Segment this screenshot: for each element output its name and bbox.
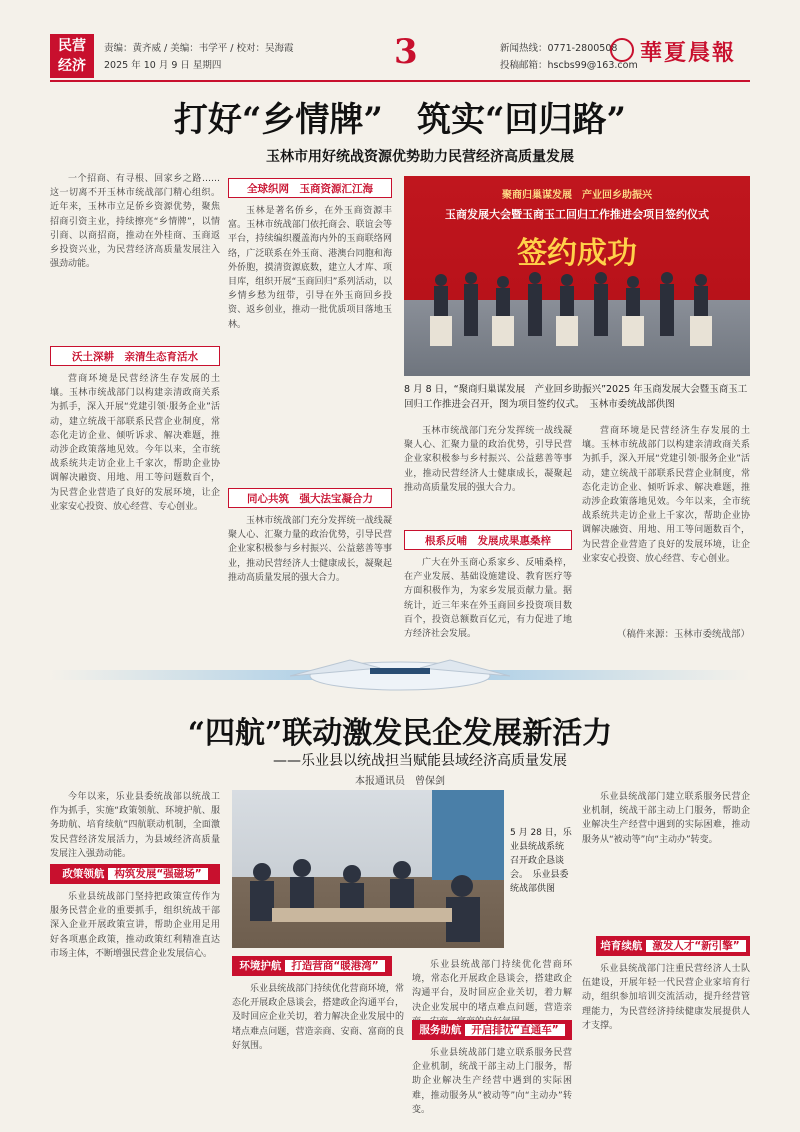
photo-backdrop-text: 签约成功: [517, 236, 637, 271]
article1-col4-text: 营商环境是民营经济生存发展的土壤。玉林市统战部门以构建亲清政商关系为抓手，深入开展“党建引领·服务企业”活动，建立统战干部联系民营企业制度，常态化走访企业、倾听诉求、解决难题，推动涉企政策落地见效。今年以来，全市统战系统共走访企业上千家次，帮助企业协调解决融资、用地、用工等问题数百个，为民营企业营造了良好的发展环境，让企业家安心投资、放心经营、专心创业。: [582, 426, 750, 564]
article2-section2: [232, 982, 404, 1086]
article2-section1-head: [50, 864, 220, 884]
airplane-divider: [50, 652, 750, 696]
article2-col4-top-text: 乐业县统战部门建立联系服务民营企业机制，统战干部主动上门服务，帮助企业解决生产经营中遇到的实际困难，推动服务从“被动等”向“主动办”转变。: [582, 792, 750, 845]
article2-byline: 本报通讯员 曾保剑: [355, 776, 445, 787]
article2-col3-top-text: 乐业县统战部门持续优化营商环境，常态化开展政企恳谈会，搭建政企沟通平台，及时回应企业关切，着力解决企业发展中的堵点难点问题，营造亲: [412, 960, 572, 1013]
article2-section2-head-label: 环境护航: [239, 960, 282, 972]
article2-title: “四航”联动激发民企发展新活力: [187, 716, 613, 751]
article1-section1-head: 沃土深耕 亲清生态育活水: [50, 346, 220, 366]
article1-col3-top-text: 玉林市统战部门充分发挥统一战线凝聚人心、汇聚力量的政治优势，引导民营企业家积极参与乡村振兴、公益慈善等事业，推动民营经济人士健康成长，凝聚起推动高质量发展的强大合力。: [404, 426, 572, 493]
article2-section1-text: 乐业县统战部门坚持把政策宣传作为服务民营企业的重要抓手，组织统战干部深入企业开展政策宣讲，帮助企业用足用好各项惠企政策，推动政策红利精准直达市场主体，不断增强民营企业发展信心。: [50, 892, 220, 959]
article1-section2: [228, 204, 392, 482]
article1-credit: （稿件来源：玉林市委统战部）: [616, 629, 750, 640]
meeting-illustration: [232, 790, 504, 948]
article1-subtitle: 玉林市用好统战资源优势助力民营经济高质量发展: [266, 149, 574, 165]
photo-banner-line1: 聚商归巢谋发展 产业回乡助振兴: [502, 190, 652, 201]
article2-section3-text: 乐业县统战部门建立联系服务民营企业机制，统战干部主动上门服务，帮助企业解决生产经营中遇到的实际困难，推动服务从“被动等”向“主动办”转变。: [412, 1048, 572, 1115]
article1-section2-text: 玉林是著名侨乡，在外玉商资源丰富。玉林市统战部门依托商会、联谊会等平台，持续编织覆盖海内外的玉商联络网络，广泛联系在外玉商、港澳台同胞和海外侨胞，摸清资源底数，建立人才库、项目库，组织开展“玉商回归”系列活动，以乡情乡愁为纽带，引导在外玉商回乡投资、返乡创业，推动一批优质项目落地玉林。: [228, 206, 392, 330]
newspaper-name: 華夏晨報: [640, 40, 737, 66]
article2-section2-text: 乐业县统战部门持续优化营商环境，常态化开展政企恳谈会，搭建政企沟通平台，及时回应企业关切，着力解决企业发展中的堵点难点问题，营造亲商、安商、富商的良好氛围。: [232, 984, 404, 1051]
section-label: 民营 经济: [58, 38, 86, 74]
article2-section1-head-label: 政策领航: [62, 868, 105, 880]
article1-section4-head: 根系反哺 发展成果惠桑梓: [404, 530, 572, 550]
article1-section4-text: 广大在外玉商心系家乡、反哺桑梓，在产业发展、基础设施建设、教育医疗等方面积极作为，为家乡发展贡献力量。据统计，近三年来在外玉商回乡投资项目数百个，投资总额数百亿元，有力促进了地方经济社会发展。: [404, 558, 572, 640]
signing-ceremony-photo: [404, 176, 750, 376]
article2-col4-top: [582, 790, 750, 930]
editors-line: 责编：黄齐威 / 美编：韦学平 / 校对：吴海霞: [104, 43, 294, 54]
article2-photo-caption: 5 月 28 日，乐业县统战系统召开政企恳谈会。 乐业县委统战部供图: [510, 828, 572, 894]
airplane-icon: [50, 652, 750, 696]
article2-section4: [582, 962, 750, 1086]
article2-section1: [50, 890, 220, 1082]
newspaper-logo-icon: [610, 38, 634, 62]
article2-section1-head-label2: 构筑发展“强磁场”: [108, 868, 207, 880]
hotline: 新闻热线：0771-2800508: [500, 43, 618, 54]
article2-lead: [50, 790, 220, 859]
article1-photo-caption: 8 月 8 日，“聚商归巢谋发展 产业回乡助振兴”2025 年玉商发展大会暨玉商玉工回归工作推进会召开，图为项目签约仪式。 玉林市委统战部供图: [404, 384, 748, 410]
article2-lead-text: 今年以来，乐业县委统战部以统战工作为抓手，实施“政策领航、环境护航、服务助航、培育续航”四航联动机制，全面激发民营经济发展活力，为县域经济高质量发展注入强劲动能。: [50, 792, 220, 859]
article2-section4-head-label2: 激发人才“新引擎”: [646, 940, 745, 952]
article1-section3-head: 同心共筑 强大法宝凝合力: [228, 488, 392, 508]
article2-col3-top: [412, 958, 572, 1014]
meeting-photo: [232, 790, 504, 948]
article2-section3-head: [412, 1020, 572, 1040]
date-line: 2025 年 10 月 9 日 星期四: [104, 60, 222, 71]
article2-section4-text: 乐业县统战部门注重民营经济人士队伍建设，开展年轻一代民营企业家培育行动，组织参加培训交流活动，提升经营管理能力，为民营经济持续健康发展提供人才支撑。: [582, 964, 750, 1031]
article1-section4: [404, 556, 572, 646]
page-number: 3: [394, 32, 418, 72]
meeting-table: [272, 908, 452, 922]
article2-section3-head-label2: 开启排忧“直通车”: [465, 1024, 564, 1036]
masthead-rule: [50, 80, 750, 82]
article2-section3: [412, 1046, 572, 1115]
section-tag: [50, 34, 94, 78]
photo-banner-line2: 玉商发展大会暨玉商玉工回归工作推进会项目签约仪式: [445, 208, 709, 221]
article2-section4-head-label: 培育续航: [600, 940, 643, 952]
article1-section1: [50, 372, 220, 652]
window-icon: [432, 790, 504, 880]
article1-col4: [582, 424, 750, 620]
email: 投稿邮箱：hscbs99@163.com: [500, 60, 638, 71]
article2-section3-head-label: 服务助航: [419, 1024, 462, 1036]
article2-section2-head-label2: 打造营商“暖港湾”: [285, 960, 384, 972]
article1-section3-text: 玉林市统战部门充分发挥统一战线凝聚人心、汇聚力量的政治优势，引导民营企业家积极参与乡村振兴、公益慈善等事业，推动民营经济人士健康成长，凝聚起推动高质量发展的强大合力。: [228, 516, 392, 583]
article1-title: 打好“乡情牌” 筑实“回归路”: [173, 100, 627, 140]
article2-section4-head: [596, 936, 750, 956]
article1-section1-text: 营商环境是民营经济生存发展的土壤。玉林市统战部门以构建亲清政商关系为抓手，深入开展“党建引领·服务企业”活动，建立统战干部联系民营企业制度，常态化走访企业、倾听诉求、解决难题，推动涉企政策落地见效。今年以来，全市统战系统共走访企业上千家次，帮助企业协调解决融资、用地、用工等问题数百个，为民营企业营造了良好的发展环境，让企业家安心投资、放心经营、专心创业。: [50, 374, 220, 512]
article1-section3: [228, 514, 392, 644]
article1-section2-head: 全球织网 玉商资源汇江海: [228, 178, 392, 198]
article2-section2-head: [232, 956, 392, 976]
article1-lead-text: 一个招商、有寻根、回家乡之路……这一切离不开玉林市统战部门精心组织。近年来，玉林市立足侨乡资源优势，聚焦招商引资主业，持续擦亮“乡情牌”，以情引商、以商招商，推动在外桂商、玉商返乡投资兴业，为民营经济高质量发展注入强劲动能。: [50, 174, 220, 270]
article1-lead: [50, 172, 220, 342]
article2-subtitle: ——乐业县以统战担当赋能县域经济高质量发展: [273, 753, 567, 769]
article1-col3-top: [404, 424, 572, 524]
